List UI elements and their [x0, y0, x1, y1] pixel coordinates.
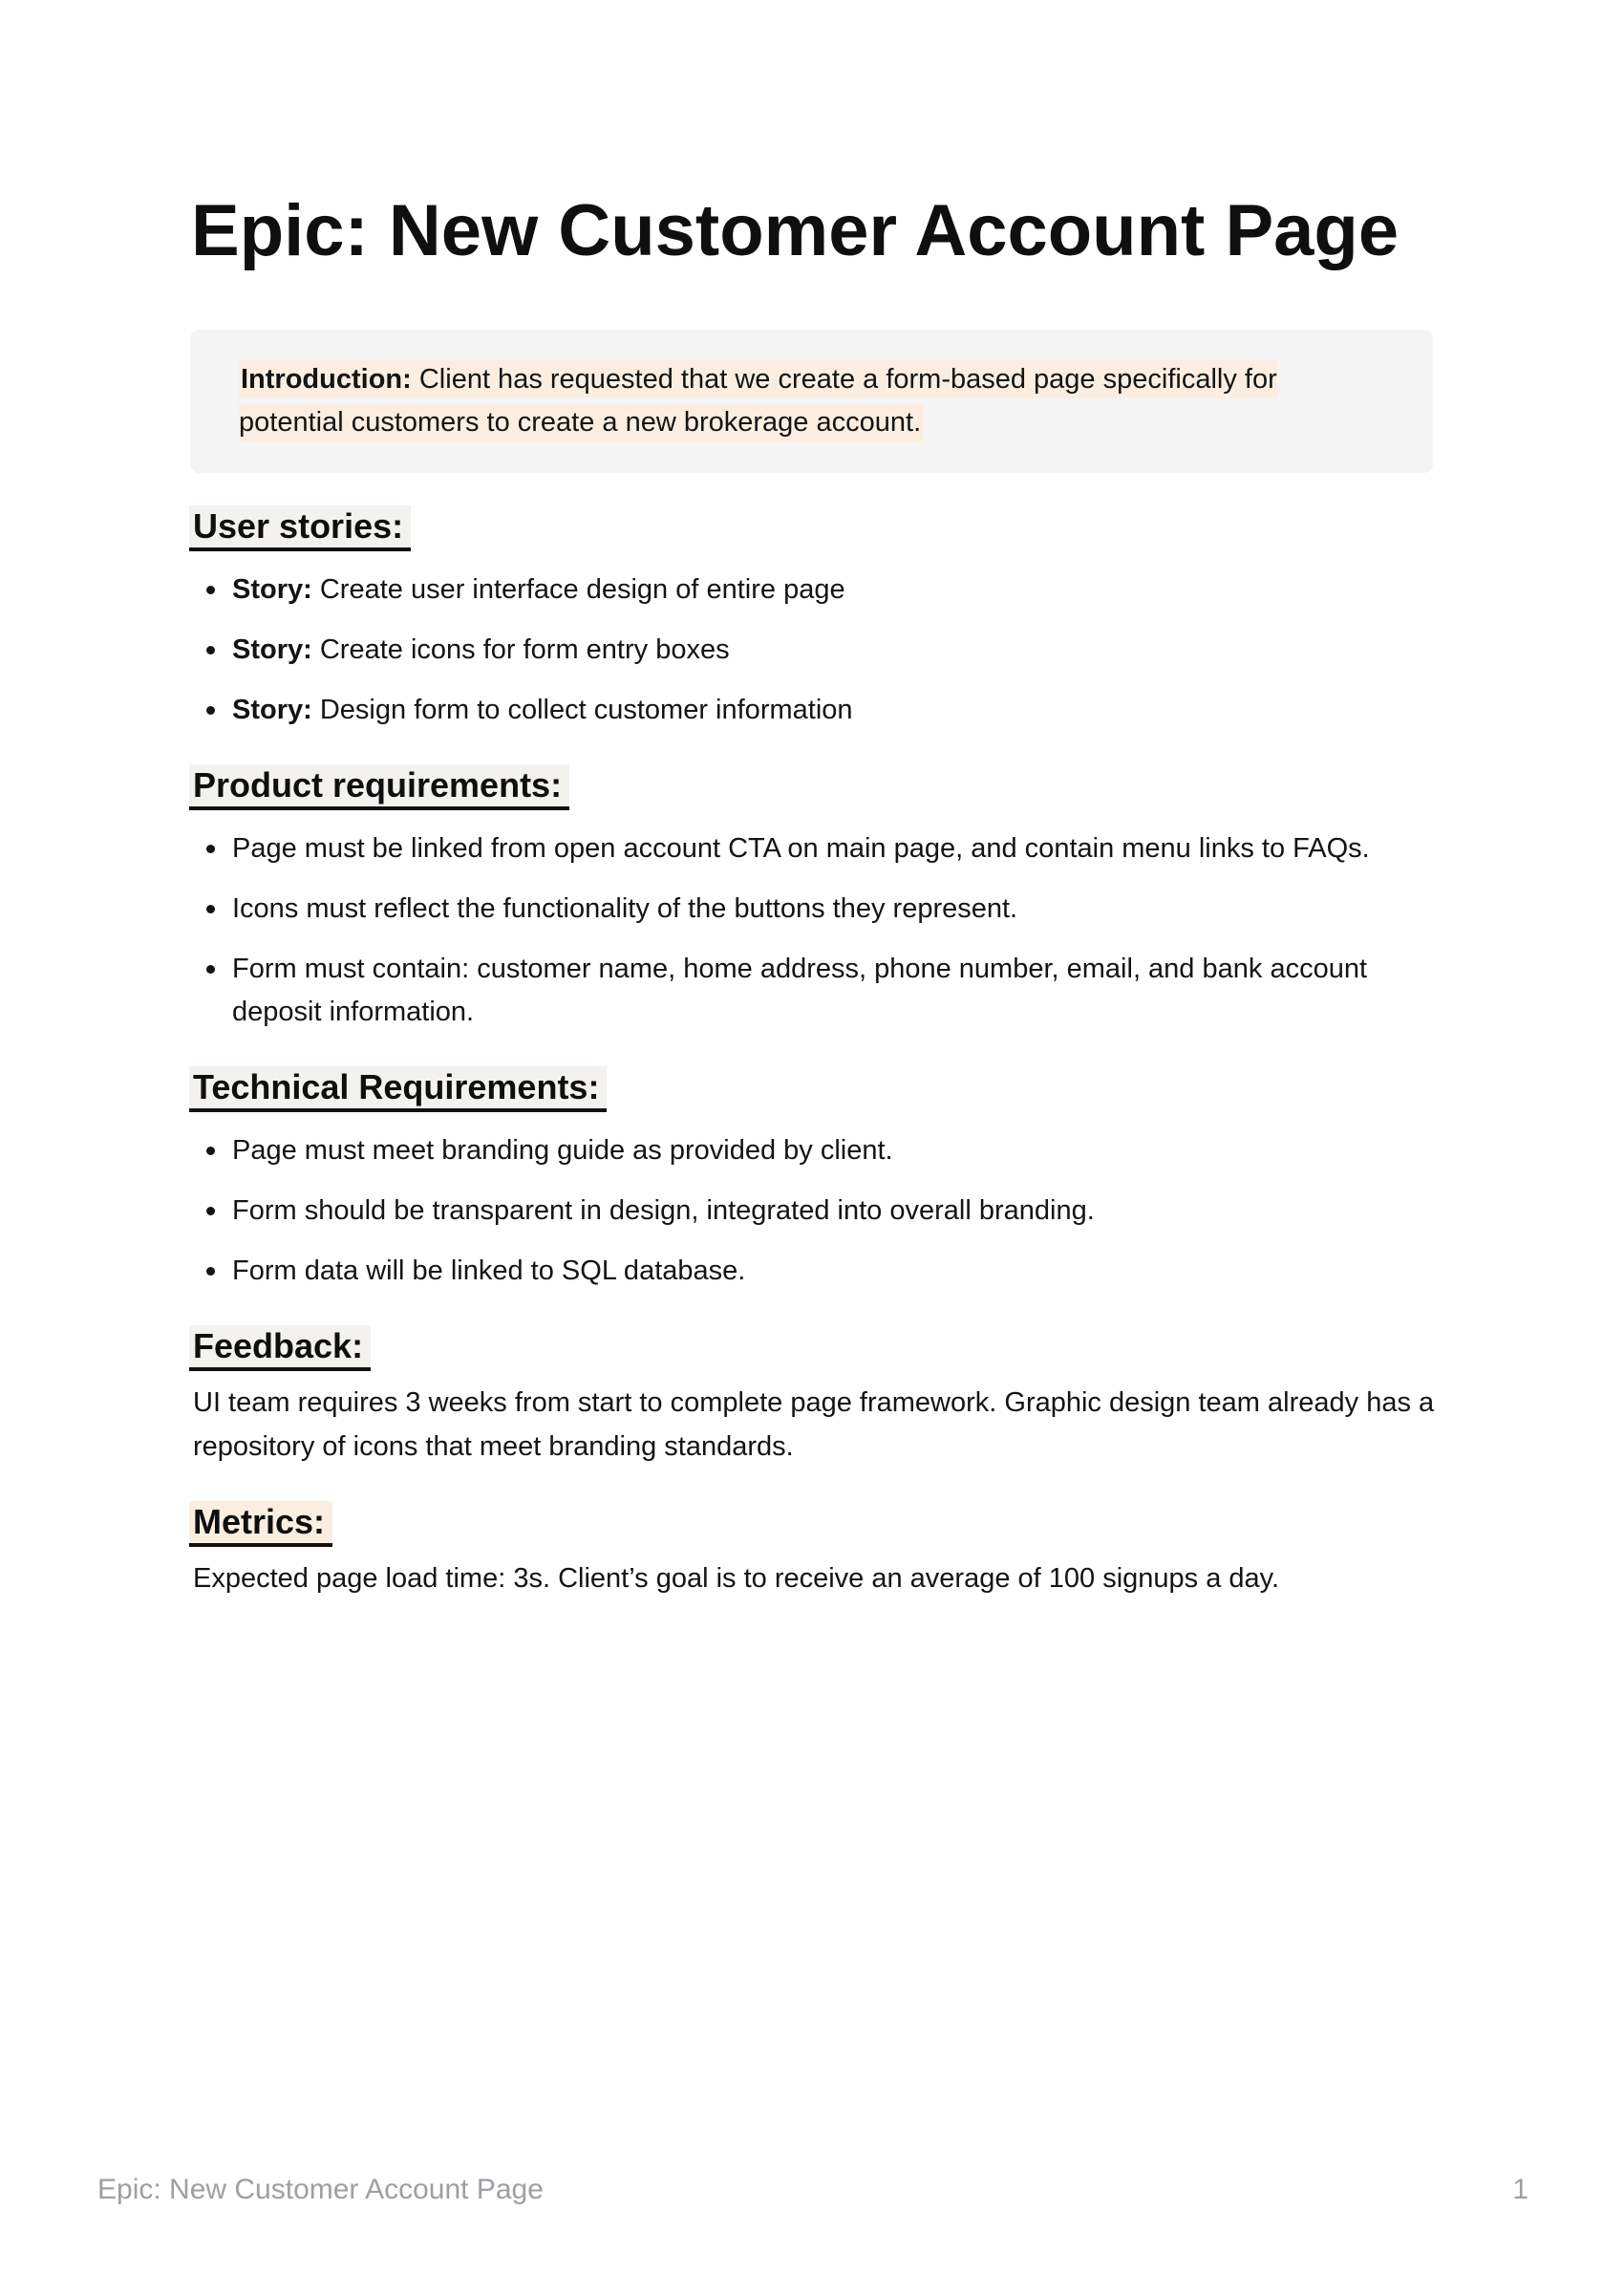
list-item-text: Design form to collect customer information: [319, 695, 853, 725]
list-item: [193, 569, 1444, 612]
list-item-text: Page must meet branding guide as provided by client.: [232, 1135, 893, 1166]
metrics-paragraph: Expected page load time: 3s. Client’s goal is to receive an average of 100 signups a day.: [193, 1563, 1280, 1594]
section-heading-technical-requirements: Technical Requirements:: [193, 1066, 1444, 1112]
technical-requirements-list: [193, 1129, 1444, 1293]
footer-title: Epic: New Customer Account Page: [97, 2174, 544, 2205]
list-item-text: Form data will be linked to SQL database.: [232, 1255, 746, 1286]
list-item-prefix: Story:: [232, 634, 312, 665]
list-item-text: Form must contain: customer name, home address, phone number, email, and bank account deposit information.: [232, 954, 1368, 1027]
list-item-text: Icons must reflect the functionality of the buttons they represent.: [232, 893, 1018, 924]
list-item-text: Form should be transparent in design, integrated into overall branding.: [232, 1195, 1095, 1226]
list-item: [193, 1129, 1444, 1172]
feedback-paragraph: UI team requires 3 weeks from start to complete page framework. Graphic design team already has a repository of icons that meet branding standards.: [193, 1387, 1435, 1462]
page-footer: [97, 2174, 1528, 2206]
list-item: [193, 629, 1444, 672]
section-heading-user-stories: User stories:: [193, 505, 1444, 551]
list-item: [193, 1250, 1444, 1293]
list-item: [193, 888, 1444, 931]
list-item: [193, 1190, 1444, 1233]
page-title: Epic: New Customer Account Page: [191, 190, 1400, 271]
list-item: [193, 948, 1444, 1034]
list-item-prefix: Story:: [232, 574, 312, 605]
intro-label: Introduction:: [241, 364, 412, 395]
intro-paragraph: [239, 358, 1380, 444]
user-stories-list: [193, 569, 1444, 732]
list-item: [193, 689, 1444, 732]
intro-text: Client has requested that we create a form-based page specifically for potential customers to create a new brokerage account.: [239, 364, 1277, 438]
section-heading-feedback: Feedback:: [193, 1325, 1444, 1371]
list-item-prefix: Story:: [232, 695, 312, 725]
list-item-text: Create icons for form entry boxes: [319, 634, 730, 665]
intro-callout: [190, 330, 1433, 473]
intro-highlight: [239, 360, 1277, 441]
section-heading-product-requirements: Product requirements:: [193, 764, 1444, 810]
list-item-text: Page must be linked from open account CTA on main page, and contain menu links to FAQs.: [232, 833, 1370, 864]
product-requirements-list: [193, 827, 1444, 1034]
document-page: [191, 190, 1444, 1600]
section-heading-metrics: Metrics:: [193, 1501, 1444, 1547]
list-item-text: Create user interface design of entire page: [319, 574, 845, 605]
list-item: [193, 827, 1444, 870]
footer-page-number: 1: [1512, 2174, 1528, 2205]
